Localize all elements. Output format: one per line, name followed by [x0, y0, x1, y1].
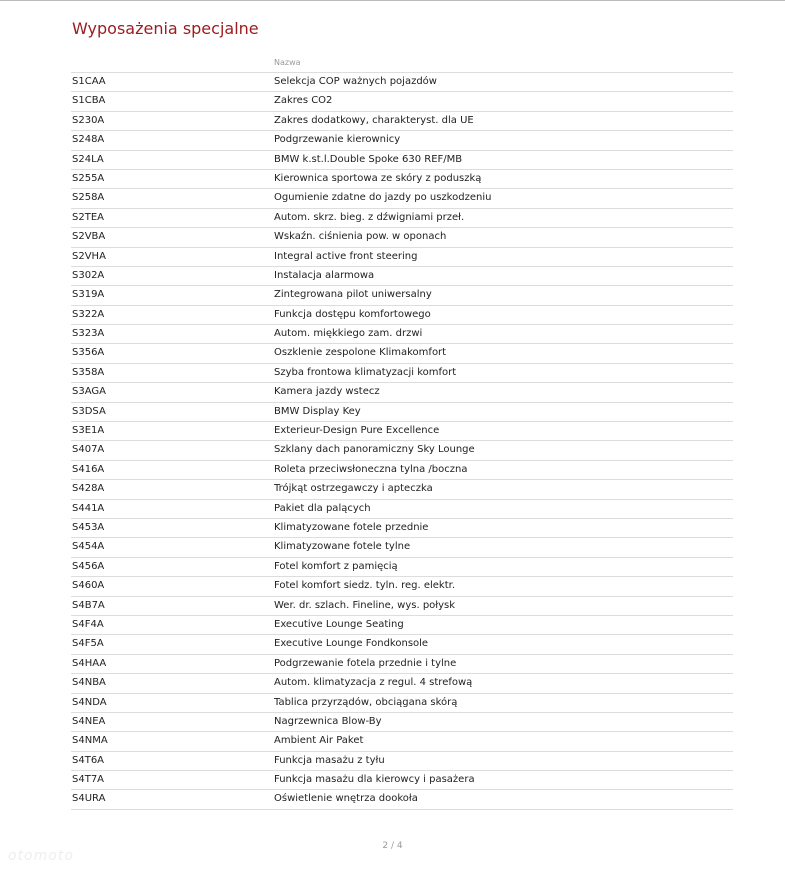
equipment-code: S4NDA — [72, 696, 107, 708]
equipment-code: S230A — [72, 114, 105, 126]
table-row — [71, 577, 733, 596]
equipment-code: S322A — [72, 308, 105, 320]
table-row — [71, 364, 733, 383]
equipment-name: Autom. miękkiego zam. drzwi — [274, 328, 423, 340]
equipment-name: Zintegrowana pilot uniwersalny — [274, 289, 432, 301]
table-row — [71, 286, 733, 305]
table-row — [71, 189, 733, 208]
table-row — [71, 403, 733, 422]
equipment-name: Wer. dr. szlach. Fineline, wys. połysk — [274, 599, 456, 611]
equipment-code: S407A — [72, 444, 105, 456]
equipment-code: S3E1A — [72, 425, 105, 437]
equipment-name: Executive Lounge Seating — [274, 618, 404, 630]
equipment-name: Pakiet dla palących — [274, 502, 371, 514]
page-number: 2 / 4 — [382, 841, 403, 851]
equipment-name: Oszklenie zespolone Klimakomfort — [274, 347, 447, 359]
equipment-name: BMW k.st.l.Double Spoke 630 REF/MB — [274, 153, 463, 165]
equipment-name: Kierownica sportowa ze skóry z poduszką — [274, 172, 482, 184]
equipment-name: Executive Lounge Fondkonsole — [274, 638, 429, 650]
table-row — [71, 422, 733, 441]
equipment-name: Klimatyzowane fotele tylne — [274, 541, 411, 553]
table-row — [71, 151, 733, 170]
table-row — [71, 713, 733, 732]
page-title: Wyposażenia specjalne — [72, 19, 259, 38]
equipment-name: Fotel komfort siedz. tyln. reg. elektr. — [274, 580, 456, 592]
equipment-code: S4NBA — [72, 677, 106, 689]
equipment-name: Ambient Air Paket — [274, 735, 364, 747]
equipment-name: Szklany dach panoramiczny Sky Lounge — [274, 444, 475, 456]
table-row — [71, 790, 733, 809]
table-row — [71, 674, 733, 693]
table-row — [71, 267, 733, 286]
equipment-code: S319A — [72, 289, 105, 301]
table-row — [71, 655, 733, 674]
equipment-code: S4URA — [72, 793, 106, 805]
equipment-name: Podgrzewanie kierownicy — [274, 134, 401, 146]
equipment-code: S4NMA — [72, 735, 108, 747]
equipment-name: Oświetlenie wnętrza dookoła — [274, 793, 418, 805]
equipment-name: Nagrzewnica Blow-By — [274, 715, 382, 727]
table-row — [71, 170, 733, 189]
equipment-code: S2VHA — [72, 250, 106, 262]
table-row — [71, 112, 733, 131]
equipment-name: Autom. skrz. bieg. z dźwigniami przeł. — [274, 211, 465, 223]
equipment-code: S4F5A — [72, 638, 104, 650]
equipment-name: Fotel komfort z pamięcią — [274, 560, 398, 572]
table-row — [71, 635, 733, 654]
equipment-name: Integral active front steering — [274, 250, 418, 262]
equipment-code: S248A — [72, 134, 105, 146]
equipment-code: S4T7A — [72, 774, 105, 786]
equipment-table — [71, 55, 733, 810]
equipment-name: Funkcja masażu z tyłu — [274, 754, 385, 766]
equipment-code: S358A — [72, 366, 105, 378]
equipment-name: Kamera jazdy wstecz — [274, 386, 380, 398]
equipment-name: Funkcja dostępu komfortowego — [274, 308, 431, 320]
table-row — [71, 441, 733, 460]
equipment-code: S460A — [72, 580, 105, 592]
equipment-code: S4NEA — [72, 715, 106, 727]
table-row — [71, 480, 733, 499]
table-row — [71, 209, 733, 228]
table-row — [71, 538, 733, 557]
equipment-code: S258A — [72, 192, 105, 204]
equipment-code: S4B7A — [72, 599, 105, 611]
equipment-name: Exterieur-Design Pure Excellence — [274, 425, 440, 437]
equipment-name: Roleta przeciwsłoneczna tylna /boczna — [274, 463, 468, 475]
equipment-code: S454A — [72, 541, 105, 553]
equipment-name: Instalacja alarmowa — [274, 269, 375, 281]
equipment-code: S1CAA — [72, 76, 106, 87]
equipment-name: Zakres CO2 — [274, 95, 333, 107]
equipment-code: S4HAA — [72, 657, 107, 669]
equipment-code: S416A — [72, 463, 105, 475]
table-header — [71, 55, 733, 73]
equipment-name: Autom. klimatyzacja z regul. 4 strefową — [274, 677, 473, 689]
table-row — [71, 519, 733, 538]
table-row — [71, 500, 733, 519]
equipment-name: Funkcja masażu dla kierowcy i pasażera — [274, 774, 475, 786]
equipment-code: S3DSA — [72, 405, 106, 417]
equipment-name: Klimatyzowane fotele przednie — [274, 521, 429, 533]
table-row — [71, 344, 733, 363]
table-row — [71, 131, 733, 150]
table-row — [71, 752, 733, 771]
equipment-name: Zakres dodatkowy, charakteryst. dla UE — [274, 114, 474, 126]
equipment-name: Trójkąt ostrzegawczy i apteczka — [274, 483, 433, 495]
column-header-name: Nazwa — [274, 58, 301, 67]
equipment-name: Selekcja COP ważnych pojazdów — [274, 76, 437, 87]
top-divider — [0, 0, 785, 1]
table-row — [71, 383, 733, 402]
equipment-code: S3AGA — [72, 386, 106, 398]
table-row — [71, 597, 733, 616]
table-row — [71, 325, 733, 344]
table-row — [71, 771, 733, 790]
equipment-name: Wskaźn. ciśnienia pow. w oponach — [274, 231, 447, 243]
equipment-code: S453A — [72, 521, 105, 533]
table-row — [71, 248, 733, 267]
equipment-code: S1CBA — [72, 95, 106, 107]
table-row — [71, 228, 733, 247]
table-row — [71, 461, 733, 480]
table-row — [71, 694, 733, 713]
table-row — [71, 306, 733, 325]
table-row — [71, 558, 733, 577]
equipment-name: BMW Display Key — [274, 405, 361, 417]
equipment-name: Tablica przyrządów, obciągana skórą — [274, 696, 458, 708]
equipment-code: S24LA — [72, 153, 104, 165]
table-row — [71, 616, 733, 635]
equipment-name: Ogumienie zdatne do jazdy po uszkodzeniu — [274, 192, 492, 204]
table-body — [71, 73, 733, 810]
equipment-name: Szyba frontowa klimatyzacji komfort — [274, 366, 457, 378]
equipment-code: S323A — [72, 328, 105, 340]
equipment-code: S2VBA — [72, 231, 106, 243]
equipment-code: S356A — [72, 347, 105, 359]
equipment-code: S441A — [72, 502, 105, 514]
equipment-code: S302A — [72, 269, 105, 281]
table-row — [71, 73, 733, 92]
equipment-code: S255A — [72, 172, 105, 184]
table-row — [71, 92, 733, 111]
equipment-code: S428A — [72, 483, 105, 495]
equipment-name: Podgrzewanie fotela przednie i tylne — [274, 657, 457, 669]
watermark-logo: otomoto — [8, 848, 74, 864]
equipment-code: S4F4A — [72, 618, 104, 630]
equipment-code: S2TEA — [72, 211, 104, 223]
equipment-code: S456A — [72, 560, 105, 572]
table-row — [71, 732, 733, 751]
equipment-code: S4T6A — [72, 754, 105, 766]
